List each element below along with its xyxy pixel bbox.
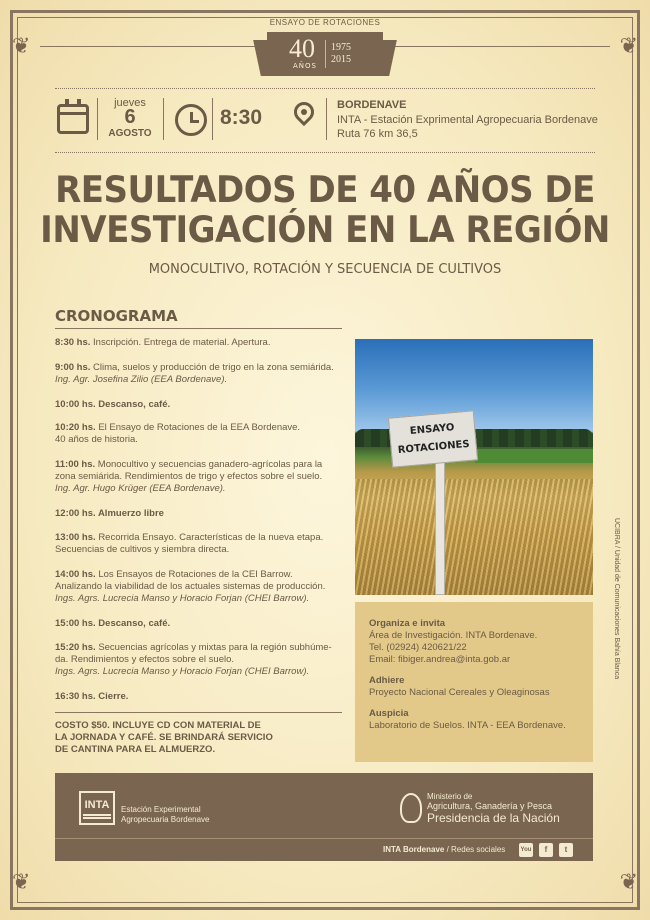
ministry-line: Ministerio de bbox=[427, 792, 473, 801]
auspicia-line: Laboratorio de Suelos. INTA - EEA Bordenave. bbox=[369, 720, 566, 731]
field-photo bbox=[355, 339, 593, 595]
dotted-divider bbox=[55, 152, 595, 153]
badge-year-end: 2015 bbox=[331, 54, 351, 65]
day-name: jueves bbox=[114, 97, 146, 109]
organiza-line: Área de Investigación. INTA Bordenave. bbox=[369, 630, 538, 641]
schedule-item: 16:30 hs. Cierre. bbox=[55, 691, 129, 702]
day-number: 6 bbox=[124, 106, 136, 128]
facebook-icon[interactable]: f bbox=[539, 843, 553, 857]
schedule-item: 10:20 hs. El Ensayo de Rotaciones de la EEA Bordenave. 40 años de historia. bbox=[55, 422, 301, 445]
clock-icon bbox=[175, 104, 207, 136]
main-title-line: RESULTADOS DE 40 AÑOS DE bbox=[55, 168, 595, 212]
organiza-line: Tel. (02924) 420621/22 bbox=[369, 642, 467, 653]
dotted-divider bbox=[55, 88, 595, 89]
schedule-item: 8:30 hs. Inscripción. Entrega de material. Apertura. bbox=[55, 337, 271, 348]
auspicia-heading: Auspicia bbox=[369, 708, 409, 719]
badge-year-start: 1975 bbox=[331, 42, 351, 53]
divider bbox=[97, 98, 98, 140]
adhiere-heading: Adhiere bbox=[369, 675, 405, 686]
location-line: INTA - Estación Exprimental Agropecuaria Bordenave bbox=[337, 114, 598, 126]
divider bbox=[163, 98, 164, 140]
twitter-icon[interactable]: t bbox=[559, 843, 573, 857]
divider bbox=[388, 46, 610, 47]
event-time: 8:30 bbox=[220, 106, 263, 129]
schedule-item: 15:00 hs. Descanso, café. bbox=[55, 618, 171, 629]
wheat-field bbox=[355, 479, 593, 595]
sign-line: ENSAYO bbox=[409, 422, 455, 437]
divider bbox=[55, 328, 342, 329]
organiza-email[interactable]: Email: fibiger.andrea@inta.gob.ar bbox=[369, 654, 511, 665]
vertical-credit: UCIBRA / Unidad de Comunicaciones Bahía Blanca bbox=[613, 518, 620, 680]
inta-station-name: Estación Experimental Agropecuaria Bordenave bbox=[121, 805, 210, 824]
ornament-icon: ❦ bbox=[12, 870, 31, 895]
sign-post bbox=[435, 449, 445, 595]
ornament-icon: ❦ bbox=[619, 34, 638, 59]
ministry-line: Presidencia de la Nación bbox=[427, 811, 560, 825]
schedule-heading: CRONOGRAMA bbox=[55, 307, 178, 325]
ornament-icon: ❦ bbox=[619, 870, 638, 895]
field-sign bbox=[388, 410, 478, 467]
divider bbox=[55, 712, 342, 713]
schedule-item: 14:00 hs. Los Ensayos de Rotaciones de la CEI Barrow. Analizando la viabilidad de los actuales sistemas de producción. Ings. Agrs. Lucrecia Manso y Horacio Forjan (CHEI Barrow). bbox=[55, 569, 326, 604]
calendar-icon bbox=[57, 104, 89, 134]
divider bbox=[212, 98, 213, 140]
footer-bar bbox=[55, 773, 593, 861]
schedule-item: 15:20 hs. Secuencias agrícolas y mixtas para la región subhúme- da. Rendimientos y efectos sobre el suelo. Ings. Agrs. Lucrecia Manso y Horacio Forjan (CHEI Barrow). bbox=[55, 642, 332, 677]
youtube-icon[interactable]: You bbox=[519, 843, 533, 857]
schedule-item: 13:00 hs. Recorrida Ensayo. Características de la nueva etapa. Secuencias de cultivos y siembra directa. bbox=[55, 532, 324, 555]
inta-logo: INTA bbox=[79, 791, 115, 825]
location-title: BORDENAVE bbox=[337, 99, 407, 111]
month: AGOSTO bbox=[108, 128, 152, 139]
cost-note: COSTO $50. INCLUYE CD CON MATERIAL DE LA JORNADA Y CAFÉ. SE BRINDARÁ SERVICIO DE CANTINA PARA EL ALMUERZO. bbox=[55, 720, 273, 755]
schedule-item: 11:00 hs. Monocultivo y secuencias ganadero-agrícolas para la zona semiárida. Rendimientos de trigo y efectos sobre el suelo. Ing. Agr. Hugo Krüger (EEA Bordenave). bbox=[55, 459, 323, 494]
schedule-item: 10:00 hs. Descanso, café. bbox=[55, 399, 171, 410]
adhiere-line: Proyecto Nacional Cereales y Oleaginosas bbox=[369, 687, 550, 698]
subtitle: MONOCULTIVO, ROTACIÓN Y SECUENCIA DE CULTIVOS bbox=[148, 262, 502, 277]
schedule-item: 9:00 hs. Clima, suelos y producción de trigo en la zona semiárida. Ing. Agr. Josefina Zilio (EEA Bordenave). bbox=[55, 362, 334, 385]
schedule-item: 12:00 hs. Almuerzo libre bbox=[55, 508, 164, 519]
badge-unit: AÑOS bbox=[293, 62, 317, 70]
badge-number: 40 bbox=[289, 34, 315, 63]
ministry-line: Agricultura, Ganadería y Pesca bbox=[427, 801, 553, 811]
divider bbox=[40, 46, 262, 47]
green-field bbox=[475, 449, 593, 463]
organizer-box bbox=[355, 602, 593, 762]
badge-years bbox=[331, 42, 351, 66]
anniversary-badge bbox=[267, 32, 383, 76]
divider bbox=[325, 40, 326, 68]
sign-line: ROTACIONES bbox=[397, 438, 471, 457]
organiza-heading: Organiza e invita bbox=[369, 618, 446, 629]
divider bbox=[55, 838, 593, 839]
main-title-line: INVESTIGACIÓN EN LA REGIÓN bbox=[40, 208, 610, 252]
ornament-icon: ❦ bbox=[12, 34, 31, 59]
location-line: Ruta 76 km 36,5 bbox=[337, 128, 418, 140]
divider bbox=[326, 98, 327, 140]
national-seal-icon bbox=[400, 793, 422, 823]
social-label: INTA Bordenave / Redes sociales bbox=[383, 845, 506, 854]
badge-top-label: ENSAYO DE ROTACIONES bbox=[269, 18, 381, 27]
